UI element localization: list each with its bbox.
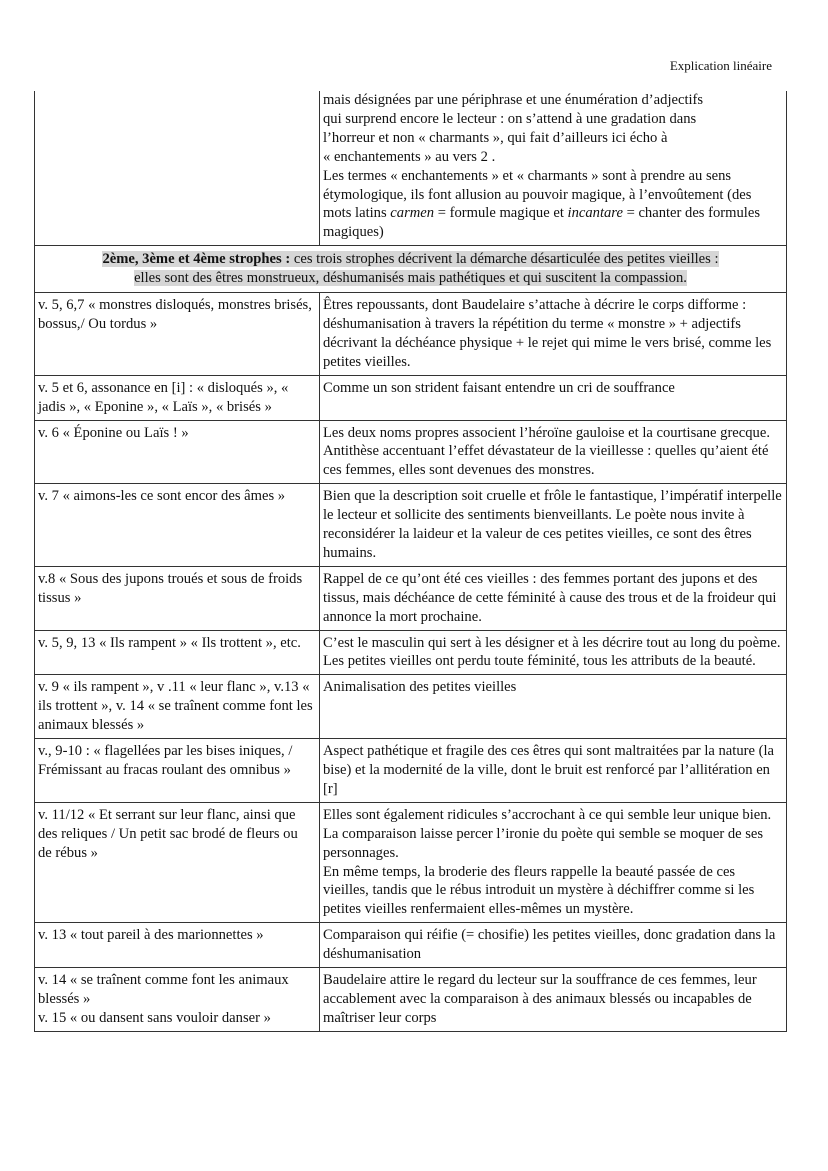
latin-word-carmen: carmen xyxy=(390,205,435,222)
section-header-line-1 xyxy=(102,251,718,267)
table-row xyxy=(35,293,787,376)
verse-reference-cell xyxy=(35,420,320,484)
verse-reference: v. 6 « Éponine ou Laïs ! » xyxy=(38,424,189,441)
analysis-text: Les deux noms propres associent l’héroïne gauloise et la courtisane grecque. Antithèse accentuant l’effet dévastateur de la vieillesse : quelles qu’aient été ces femmes, elles sont devenues des monstres. xyxy=(323,424,770,479)
table-row xyxy=(35,739,787,803)
continuation-ref-cell xyxy=(35,91,320,246)
section-header-line-2: elles sont des êtres monstrueux, déshumanisés mais pathétiques et qui suscitent la compassion. xyxy=(134,270,687,287)
analysis-text: En même temps, la broderie des fleurs rappelle la beauté passée de ces vieilles, tandis que le rébus introduit un mystère à déchiffrer comme si les petites vieilles renfermaient elles-mêmes un mystère. xyxy=(323,863,755,918)
etymology-text: = chanter des formules magiques) xyxy=(323,205,761,241)
verse-reference: v. 7 « aimons-les ce sont encor des âmes » xyxy=(38,488,286,505)
verse-reference: v. 11/12 « Et serrant sur leur flanc, ainsi que des reliques / Un petit sac brodé de fleurs ou de rébus » xyxy=(38,806,298,861)
verse-reference-cell xyxy=(35,675,320,739)
analysis-text: Aspect pathétique et fragile des ces êtres qui sont maltraitées par la nature (la bise) et la modernité de la ville, dont le bruit est renforcé par l’allitération en [r] xyxy=(323,743,775,797)
analysis-text: Baudelaire attire le regard du lecteur sur la souffrance de ces femmes, leur accablement avec la comparaison à des animaux blessés ou incapables de maîtriser leur corps xyxy=(323,972,757,1026)
table-row xyxy=(35,420,787,484)
analysis-cell xyxy=(320,484,787,567)
analysis-cell xyxy=(320,968,787,1032)
analysis-cell xyxy=(320,420,787,484)
analysis-text: Rappel de ce qu’ont été ces vieilles : des femmes portant des jupons et des tissus, mais déchéance de cette féminité à cause des trous et de la froideur qui annonce la mort prochaine. xyxy=(323,570,777,625)
analysis-cell xyxy=(320,802,787,922)
verse-reference-cell xyxy=(35,739,320,803)
section-text: ces trois strophes décrivent la démarche désarticulée des petites vieilles : xyxy=(290,251,719,268)
verse-reference-cell xyxy=(35,293,320,376)
table-row xyxy=(35,566,787,630)
table-row xyxy=(35,375,787,420)
verse-reference-cell xyxy=(35,802,320,922)
continuation-row xyxy=(35,91,787,246)
analysis-text: Êtres repoussants, dont Baudelaire s’attache à décrire le corps difforme : déshumanisation à travers la répétition du terme « monstre » + adjectifs décrivant la déchéance physique + le rejet qui mime le vers brisé, comme les petites vieilles. xyxy=(323,297,772,370)
page-header: Explication linéaire xyxy=(669,58,772,73)
verse-reference: v. 14 « se traînent comme font les animaux blessés » xyxy=(38,972,289,1007)
analysis-cell xyxy=(320,675,787,739)
section-header-cell xyxy=(35,246,787,293)
verse-reference-cell xyxy=(35,375,320,420)
verse-reference: v., 9-10 : « flagellées par les bises iniques, / Frémissant au fracas roulant des omnibus » xyxy=(38,743,293,778)
continuation-line: qui surprend encore le lecteur : on s’attend à une gradation dans xyxy=(323,110,697,127)
table-row xyxy=(35,630,787,675)
table-row xyxy=(35,484,787,567)
verse-reference: v. 13 « tout pareil à des marionnettes » xyxy=(38,927,264,944)
continuation-analysis-cell xyxy=(320,91,787,246)
etymology-paragraph xyxy=(323,167,782,243)
continuation-line: « enchantements » au vers 2 . xyxy=(323,148,496,165)
verse-reference-cell xyxy=(35,630,320,675)
section-header-row xyxy=(35,246,787,293)
table-row xyxy=(35,968,787,1032)
verse-reference-cell xyxy=(35,566,320,630)
analysis-text: Comparaison qui réifie (= chosifie) les petites vieilles, donc gradation dans la déshumanisation xyxy=(323,927,776,963)
verse-reference-cell xyxy=(35,484,320,567)
analysis-text: Bien que la description soit cruelle et frôle le fantastique, l’impératif interpelle le lecteur et sollicite des sentiments bienveillants. Le poète nous invite à reconsidérer la laideur et la valeur de ces petites vieilles, ce sont des êtres humains. xyxy=(323,488,782,561)
analysis-cell xyxy=(320,566,787,630)
latin-word-incantare: incantare xyxy=(567,205,623,222)
table-row xyxy=(35,802,787,922)
verse-reference: v.8 « Sous des jupons troués et sous de froids tissus » xyxy=(38,570,303,606)
etymology-text: = formule magique et xyxy=(434,205,568,222)
analysis-cell xyxy=(320,375,787,420)
verse-reference-cell xyxy=(35,923,320,968)
analysis-text: Comme un son strident faisant entendre un cri de souffrance xyxy=(323,379,675,396)
section-title: 2ème, 3ème et 4ème strophes : xyxy=(102,251,291,268)
continuation-line: mais désignées par une périphrase et une énumération d’adjectifs xyxy=(323,92,704,108)
table-row xyxy=(35,923,787,968)
verse-reference: v. 5, 6,7 « monstres disloqués, monstres brisés, bossus,/ Ou tordus » xyxy=(38,297,312,332)
analysis-text: Animalisation des petites vieilles xyxy=(323,679,517,696)
analysis-text: C’est le masculin qui sert à les désigner et à les décrire tout au long du poème. Les petites vieilles ont perdu toute féminité, tous les attributs de la beauté. xyxy=(323,634,781,670)
analysis-cell xyxy=(320,630,787,675)
verse-reference: v. 5, 9, 13 « Ils rampent » « Ils trottent », etc. xyxy=(38,634,301,651)
analysis-cell xyxy=(320,293,787,376)
verse-reference: v. 5 et 6, assonance en [i] : « disloqués », « jadis », « Eponine », « Laïs », « brisés » xyxy=(38,379,289,415)
etymology-text: Les termes « enchantements » et « charmants » sont à prendre au sens étymologique, ils font allusion au pouvoir magique, à l’envoûtement (des mots latins xyxy=(323,167,752,222)
analysis-cell xyxy=(320,739,787,803)
table-row xyxy=(35,675,787,739)
verse-reference-cell xyxy=(35,968,320,1032)
verse-reference: v. 9 « ils rampent », v .11 « leur flanc », v.13 « ils trottent », v. 14 « se traînent comme font les animaux blessés » xyxy=(38,679,313,734)
analysis-table xyxy=(34,91,787,1032)
continuation-line: l’horreur et non « charmants », qui fait d’ailleurs ici écho à xyxy=(323,129,668,146)
analysis-text: Elles sont également ridicules s’accrochant à ce qui semble leur unique bien. La comparaison laisse percer l’ironie du poète qui semble se moquer de ses personnages. xyxy=(323,806,772,861)
verse-reference: v. 15 « ou dansent sans vouloir danser » xyxy=(38,1009,271,1026)
analysis-cell xyxy=(320,923,787,968)
